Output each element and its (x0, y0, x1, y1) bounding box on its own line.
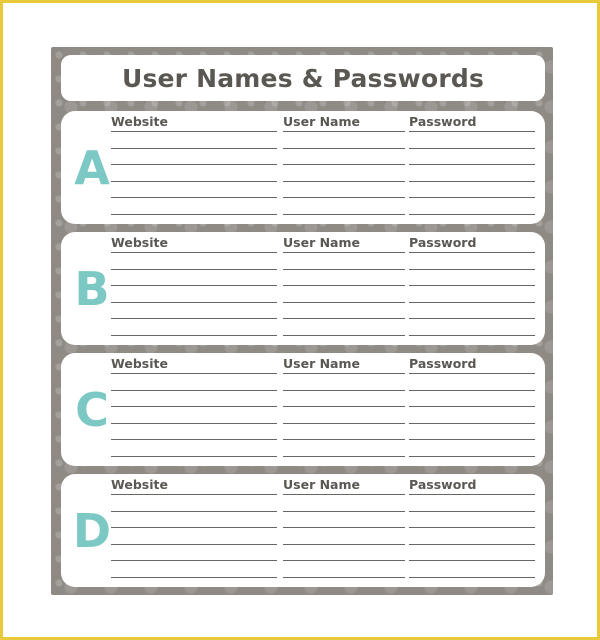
write-line[interactable] (283, 270, 405, 287)
write-line[interactable] (409, 286, 535, 303)
write-line[interactable] (111, 149, 277, 166)
write-line[interactable] (283, 512, 405, 529)
website-column (111, 115, 277, 215)
password-header: Password (409, 357, 535, 374)
password-header: Password (409, 478, 535, 495)
write-line[interactable] (111, 424, 277, 441)
write-line[interactable] (111, 182, 277, 199)
write-line[interactable] (111, 198, 277, 215)
user-name-column (283, 115, 405, 215)
write-line[interactable] (283, 407, 405, 424)
write-line[interactable] (409, 545, 535, 562)
write-line[interactable] (283, 495, 405, 512)
section-c (61, 353, 545, 466)
write-line[interactable] (409, 149, 535, 166)
write-line[interactable] (111, 391, 277, 408)
write-line[interactable] (409, 440, 535, 457)
write-line[interactable] (409, 198, 535, 215)
page-title: User Names & Passwords (121, 63, 485, 93)
write-line[interactable] (283, 132, 405, 149)
write-line[interactable] (409, 182, 535, 199)
write-line[interactable] (111, 165, 277, 182)
section-letter: C (75, 383, 109, 437)
write-line[interactable] (111, 270, 277, 287)
write-line[interactable] (111, 495, 277, 512)
write-line[interactable] (111, 303, 277, 320)
write-line[interactable] (283, 198, 405, 215)
user-name-header: User Name (283, 478, 405, 495)
password-header: Password (409, 236, 535, 253)
section-d (61, 474, 545, 587)
write-line[interactable] (111, 440, 277, 457)
password-column (409, 478, 535, 578)
website-header: Website (111, 357, 277, 374)
write-line[interactable] (283, 253, 405, 270)
title-banner (61, 55, 545, 101)
user-name-header: User Name (283, 236, 405, 253)
section-letter: D (72, 504, 112, 558)
user-name-column (283, 478, 405, 578)
write-line[interactable] (283, 528, 405, 545)
user-name-column (283, 236, 405, 336)
write-line[interactable] (409, 512, 535, 529)
write-line[interactable] (283, 391, 405, 408)
password-column (409, 357, 535, 457)
write-line[interactable] (111, 561, 277, 578)
user-name-header: User Name (283, 357, 405, 374)
write-line[interactable] (283, 561, 405, 578)
write-line[interactable] (111, 545, 277, 562)
write-line[interactable] (409, 391, 535, 408)
write-line[interactable] (283, 545, 405, 562)
website-column (111, 357, 277, 457)
write-line[interactable] (409, 319, 535, 336)
write-line[interactable] (111, 319, 277, 336)
write-line[interactable] (283, 424, 405, 441)
write-line[interactable] (409, 132, 535, 149)
user-name-column (283, 357, 405, 457)
write-line[interactable] (409, 407, 535, 424)
section-letter: A (74, 141, 110, 195)
write-line[interactable] (409, 561, 535, 578)
write-line[interactable] (111, 528, 277, 545)
write-line[interactable] (111, 286, 277, 303)
write-line[interactable] (283, 319, 405, 336)
website-header: Website (111, 478, 277, 495)
write-line[interactable] (283, 440, 405, 457)
website-column (111, 236, 277, 336)
write-line[interactable] (283, 374, 405, 391)
write-line[interactable] (409, 165, 535, 182)
write-line[interactable] (283, 165, 405, 182)
write-line[interactable] (409, 270, 535, 287)
section-letter: B (74, 262, 110, 316)
write-line[interactable] (283, 149, 405, 166)
write-line[interactable] (283, 286, 405, 303)
write-line[interactable] (409, 528, 535, 545)
write-line[interactable] (111, 374, 277, 391)
password-column (409, 115, 535, 215)
write-line[interactable] (111, 512, 277, 529)
write-line[interactable] (409, 424, 535, 441)
write-line[interactable] (111, 253, 277, 270)
write-line[interactable] (111, 407, 277, 424)
write-line[interactable] (409, 253, 535, 270)
password-header: Password (409, 115, 535, 132)
write-line[interactable] (283, 303, 405, 320)
website-header: Website (111, 115, 277, 132)
user-name-header: User Name (283, 115, 405, 132)
website-header: Website (111, 236, 277, 253)
password-column (409, 236, 535, 336)
password-log-sheet (51, 47, 553, 595)
write-line[interactable] (409, 495, 535, 512)
website-column (111, 478, 277, 578)
section-b (61, 232, 545, 345)
write-line[interactable] (283, 182, 405, 199)
write-line[interactable] (111, 132, 277, 149)
section-a (61, 111, 545, 224)
write-line[interactable] (409, 374, 535, 391)
write-line[interactable] (409, 303, 535, 320)
